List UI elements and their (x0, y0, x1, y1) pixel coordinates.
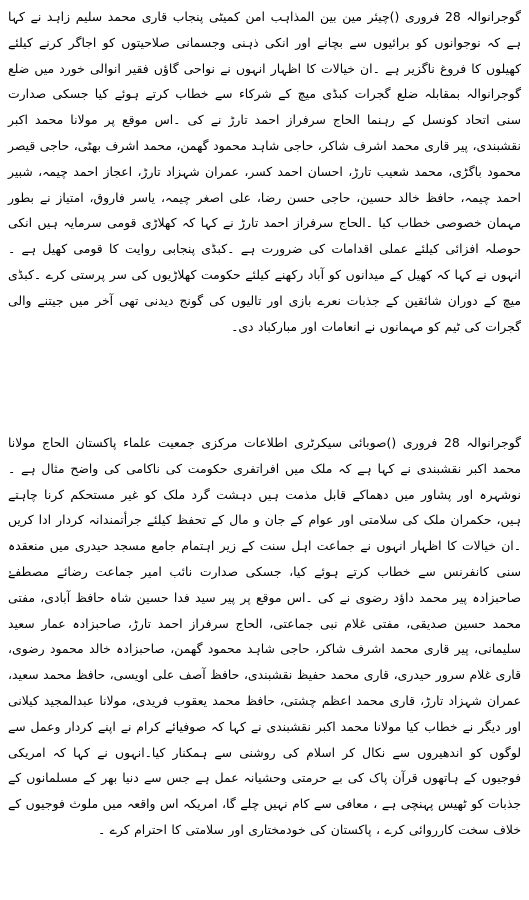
article-2-body: )صوبائی سیکرٹری اطلاعات مرکزی جمعیت علماء پاکستان الحاج مولانا محمد اکبر نقشبندی نے کہا ہے کہ ملک میں افراتفری حکومت کی ناکامی کی واضح مثال ہے ۔نوشہرہ اور پشاور میں دھماکے قابل مذمت ہیں دہشت گرد ملک کو غیر مستحکم کرنا چاہتے ہیں، حکمران ملک کی سلامتی اور عوام کے جان و مال کے تحفظ کیلئے جرأتمندانہ کردار ادا کریں ۔ان خیالات کا اظہار انہوں نے جماعت اہل سنت کے زیر اہتمام جامع مسجد حیدری میں منعقدہ سنی کانفرنس سے خطاب کرتے ہوئے کیا، جسکی صدارت نائب امیر جماعت رضائے مصطفےٰ صاحبزادہ پیر محمد داؤد رضوی نے کی ۔اس موقع پر پیر سید فدا حسین شاہ حافظ آبادی، مفتی محمد حسین صدیقی، مفتی غلام نبی جماعتی، الحاج سرفراز احمد تارڑ، صاحبزادہ عمار سعید سلیمانی، پیر قاری محمد اشرف شاکر، حاجی شاہد محمود گھمن، صاحبزادہ خالد محمود رضوی، قاری غلام سرور حیدری، قاری محمد حفیظ نقشبندی، حافظ آصف علی اویسی، حافظ محمد سعید، عمران شہزاد تارڑ، قاری محمد اعظم چشتی، حافظ محمد یعقوب فریدی، مولانا عبدالمجید کیلانی اور دیگر نے خطاب کیا مولانا محمد اکبر نقشبندی نے کہا کہ صوفیائے کرام نے اپنے کردار وعمل سے لوگوں کو اندھیروں سے نکال کر اسلام کی روشنی سے ہمکنار کیا۔انہوں نے کہا کہ امریکی فوجیوں کے ہاتھوں قرآن پاک کی بے حرمتی وحشیانہ عمل ہے جس سے دنیا بھر کے مسلمانوں کے جذبات کو ٹھیس پہنچی ہے ، معافی سے کام نہیں چلے گا، امریکہ اس واقعہ میں ملوث فوجیوں کے خلاف سخت کارروائی کرے ، پاکستان کی خودمختاری اور سلامتی کا احترام کرے ۔ (8, 435, 521, 837)
article-1-dateline: گوجرانوالہ 28 فروری ( (394, 9, 521, 24)
article-1-body: )چیئر مین بین المذاہب امن کمیٹی پنجاب قاری محمد سلیم زاہد نے کہا ہے کہ نوجوانوں کو برائیوں سے بچانے اور انکی ذہنی وجسمانی صلاحیتوں کو اجاگر کرنے کیلئے کھیلوں کا فروغ ناگزیر ہے ۔ان خیالات کا اظہار انہوں نے نواحی گاؤں فقیر انوالی خورد میں ضلع گوجرانوالہ بمقابلہ ضلع گجرات کبڈی میچ کے شرکاء سے خطاب کرتے ہوئے کیا جسکی صدارت سنی اتحاد کونسل کے رہنما الحاج سرفراز احمد تارڑ نے کی ۔اس موقع پر مولانا محمد اکبر نقشبندی، پیر قاری محمد اشرف شاکر، حاجی شاہد محمود گھمن، محمد اشرف بھٹی، حاجی قیصر محمود باگڑی، محمد شعیب تارڑ، احسان احمد کسر، عمران شہزاد تارڑ، اعجاز احمد چیمہ، شبیر احمد چیمہ، حافظ خالد حسین، حاجی حسن رضا، علی اصغر چیمہ، یاسر فاروق، امتیاز نے بطور مہمان خصوصی خطاب کیا ۔الحاج سرفراز احمد تارڑ نے کہا کہ کھلاڑی قومی سرمایہ ہیں انکی حوصلہ افزائی کیلئے عملی اقدامات کی ضرورت ہے ۔کبڈی پنجابی روایت کا قومی کھیل ہے ۔انہوں نے کہا کہ کھیل کے میدانوں کو آباد رکھنے کیلئے حکومت کھلاڑیوں کی سر پرستی کرے ۔کبڈی میچ کے دوران شائقین کے جذبات نعرے بازی اور تالیوں کی گونج دیدنی تھی آخر میں جیتنے والی گجرات کی ٹیم کو مہمانوں نے انعامات اور مبارکباد دی۔ (8, 9, 521, 334)
article-2-dateline: گوجرانوالہ 28 فروری ( (391, 435, 521, 450)
news-article-1 (8, 4, 521, 339)
news-article-2 (8, 430, 521, 843)
